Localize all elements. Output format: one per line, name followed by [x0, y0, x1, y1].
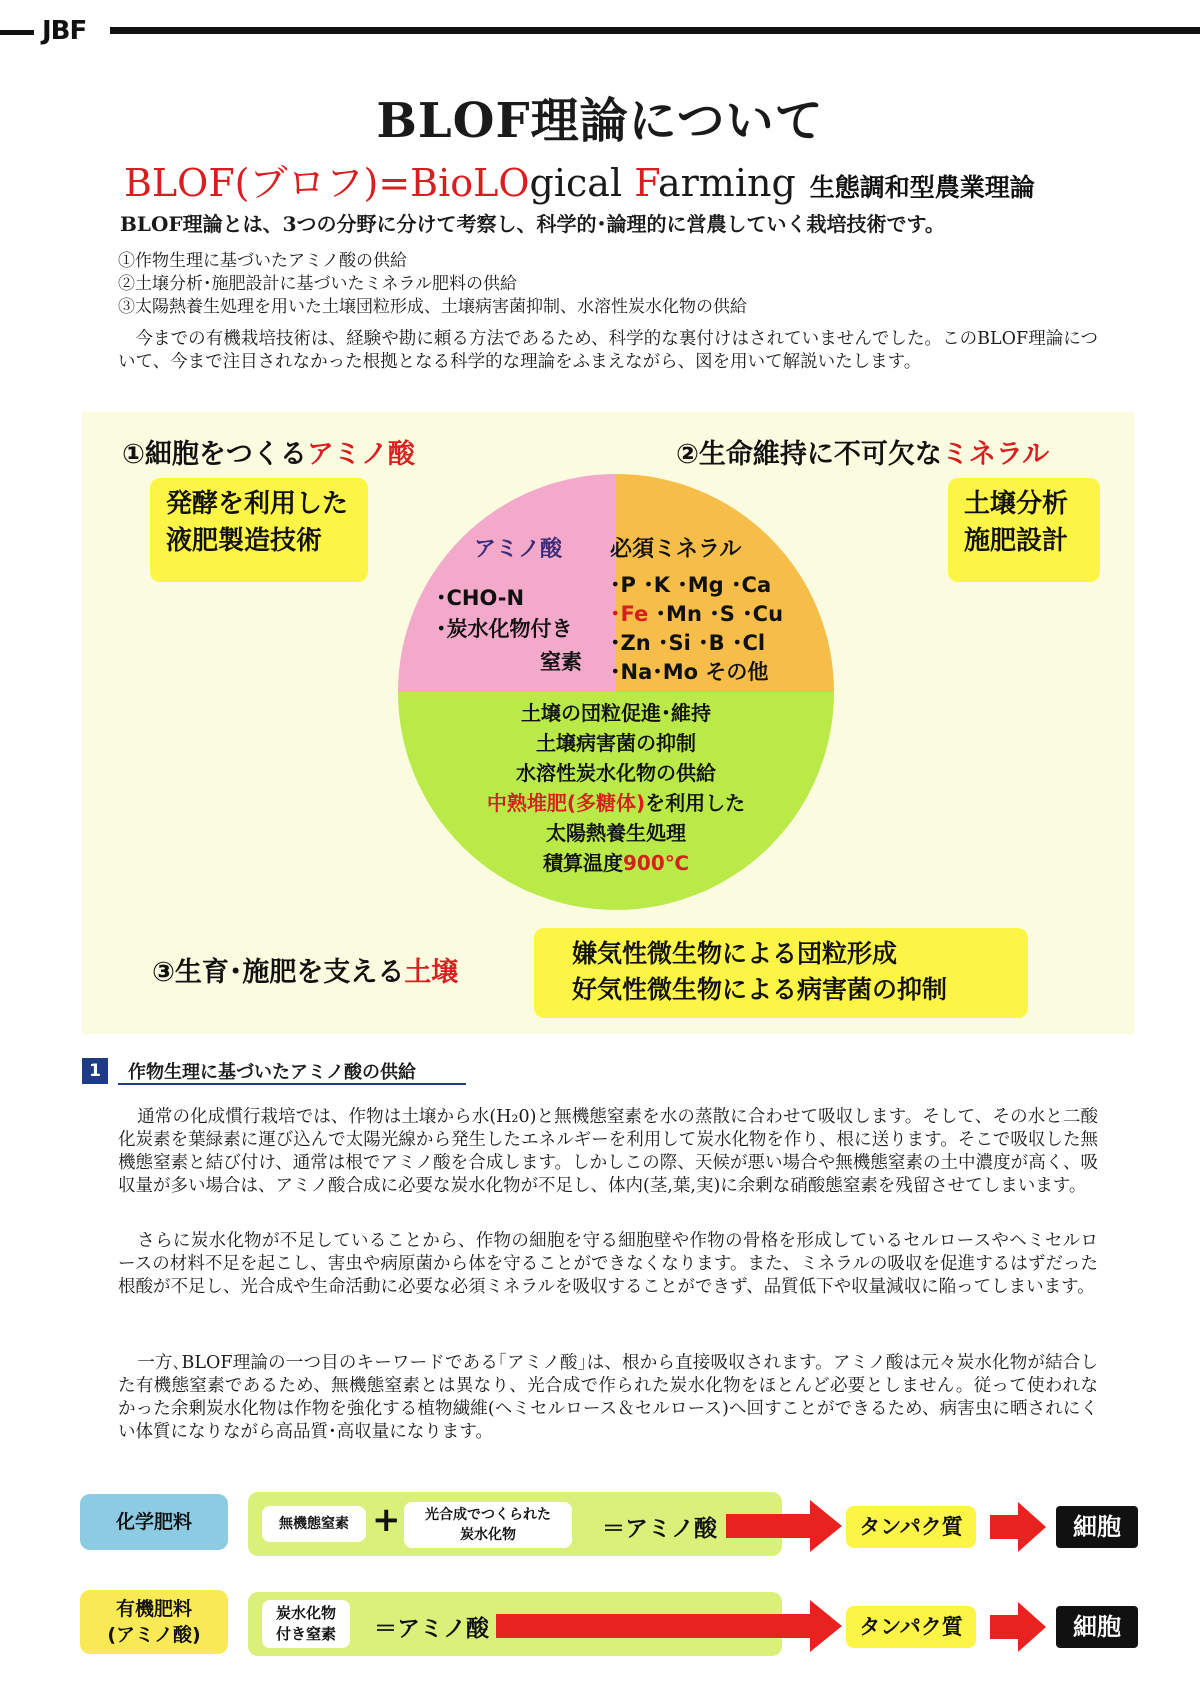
carbohydrate-nitrogen-box	[262, 1600, 350, 1648]
arrow-icon	[726, 1500, 846, 1552]
amino-equals: ＝アミノ酸	[602, 1516, 717, 1542]
subtitle-part: gical	[529, 161, 635, 205]
box-line: 土壌分析	[964, 489, 1069, 519]
soil-compost: 中熟堆肥(多糖体)	[486, 791, 646, 815]
chemical-fertilizer-label: 化学肥料	[80, 1494, 228, 1550]
soil-technique-box	[534, 928, 1028, 1018]
box-line: 嫌気性微生物による団粒形成	[572, 939, 898, 968]
header-rule-right	[110, 27, 1200, 34]
page-title: BLOF理論について	[376, 93, 824, 149]
diagram-heading-soil	[152, 950, 458, 989]
cell-box: 細胞	[1056, 1506, 1138, 1548]
amino-line: ･CHO-N	[436, 586, 525, 610]
key-point: ②土壌分析･施肥設計に基づいたミネラル肥料の供給	[118, 274, 517, 294]
section-paragraph: 通常の化成慣行栽培では、作物は土壌から水(H₂0)と無機態窒素を水の蒸散に合わせて吸収します。そして、その水と二酸化炭素を葉緑素に運び込んで太陽光線から発生したエネルギーを利用して炭水化物を作り、根に送ります。そこで吸収した無機態窒素と結び付け、通常は根でアミノ酸を合成します。しかしこの際、天候が悪い場合や無機態窒素の土中濃度が高く、吸収量が多い場合は、アミノ酸合成に必要な炭水化物が不足し、体内(茎,葉,実)に余剰な硝酸態窒素を残留させてしまいます。	[118, 1107, 1098, 1196]
inorganic-nitrogen-box: 無機態窒素	[262, 1506, 366, 1542]
soil-temp-value: 900℃	[623, 851, 689, 875]
page-subtitle	[124, 152, 1035, 207]
box-line: 光合成でつくられた	[425, 1507, 551, 1523]
heading-highlight: アミノ酸	[306, 439, 415, 470]
protein-box: タンパク質	[846, 1606, 976, 1648]
amino-line: ･炭水化物付き	[436, 617, 573, 641]
subtitle-part: BLOF(ブロフ)=	[124, 161, 411, 205]
arrow-icon	[990, 1502, 1050, 1552]
box-line: 付き窒素	[275, 1625, 336, 1643]
box-line: 炭水化物	[275, 1604, 336, 1622]
heading-text: ①細胞をつくる	[122, 439, 307, 470]
soil-line	[396, 848, 836, 878]
mineral-line: ･Na･Mo その他	[610, 660, 769, 684]
label-line: (アミノ酸)	[107, 1624, 201, 1646]
mineral-title: 必須ミネラル	[610, 537, 742, 562]
soil-line: 水溶性炭水化物の供給	[516, 761, 716, 785]
mineral-technique-box	[948, 478, 1100, 582]
heading-text: ②生命維持に不可欠な	[676, 439, 942, 470]
subtitle-japanese: 生態調和型農業理論	[809, 173, 1035, 202]
subtitle-part: LO	[473, 161, 530, 205]
key-point: ①作物生理に基づいたアミノ酸の供給	[118, 251, 407, 271]
box-line: 炭水化物	[460, 1527, 516, 1543]
soil-line: 太陽熱養生処理	[546, 821, 686, 845]
protein-box: タンパク質	[846, 1506, 976, 1548]
amino-title: アミノ酸	[474, 537, 563, 562]
mineral-line	[610, 598, 783, 628]
box-line: 好気性微生物による病害菌の抑制	[572, 975, 948, 1004]
carbohydrate-box	[404, 1502, 572, 1548]
heading-highlight: ミネラル	[941, 439, 1050, 470]
section-title: 作物生理に基づいたアミノ酸の供給	[128, 1062, 416, 1083]
brand-logo: JBF	[42, 16, 87, 46]
arrow-icon	[990, 1602, 1050, 1652]
header-rule-left	[0, 30, 34, 35]
mineral-iron: ･Fe	[610, 602, 649, 626]
intro-text: BLOF理論とは、3つの分野に分けて考察し、科学的･論理的に営農していく栽培技術です。	[120, 212, 945, 236]
section-paragraph: 一方､BLOF理論の一つ目のキーワードである｢アミノ酸｣は、根から直接吸収されます。アミノ酸は元々炭水化物が結合した有機態窒素であるため、無機態窒素とは異なり、光合成で作られた炭水化物をほとんど必要としません。従って使われなかった余剰炭水化物は作物を強化する植物繊維(ヘミセルロース＆セルロース)へ回すことができるため、病害虫に晒されにくい体質になりながら高品質･高収量になります。	[118, 1353, 1098, 1442]
section-paragraph: さらに炭水化物が不足していることから、作物の細胞を守る細胞壁や作物の骨格を形成しているセルロースやヘミセルロースの材料不足を起こし、害虫や病原菌から体を守ることができなくなります。また、ミネラルの吸収を促進するはずだった根酸が不足し、光合成や生命活動に必要な必須ミネラルを吸収することができず、品質低下や収量減収に陥ってしまいます。	[118, 1231, 1098, 1297]
subtitle-part: Bio	[410, 161, 474, 205]
subtitle-part: F	[634, 161, 658, 205]
organic-fertilizer-label	[80, 1590, 228, 1654]
diagram-heading-amino	[122, 432, 415, 471]
arrow-icon	[496, 1600, 846, 1652]
diagram-heading-mineral	[676, 432, 1049, 471]
soil-line	[396, 788, 836, 818]
soil-line: 土壌病害菌の抑制	[536, 731, 696, 755]
amino-equals: ＝アミノ酸	[374, 1616, 489, 1642]
key-point: ③太陽熱養生処理を用いた土壌団粒形成、土壌病害菌抑制、水溶性炭水化物の供給	[118, 297, 747, 317]
soil-line: 土壌の団粒促進･維持	[521, 701, 711, 725]
cell-box: 細胞	[1056, 1606, 1138, 1648]
amino-technique-box	[150, 478, 368, 582]
heading-text: ③生育･施肥を支える	[152, 957, 405, 988]
heading-highlight: 土壌	[404, 957, 459, 988]
mineral-line: ･Zn ･Si ･B ･Cl	[610, 631, 766, 655]
label-line: 有機肥料	[115, 1598, 192, 1620]
intro-paragraph: 今までの有機栽培技術は、経験や勘に頼る方法であるため、科学的な裏付けはされていませんでした。このBLOF理論について、今まで注目されなかった根拠となる科学的な理論をふまえながら、図を用いて解説いたします。	[118, 329, 1098, 372]
subtitle-part: arming	[657, 161, 796, 205]
box-line: 発酵を利用した	[166, 489, 349, 519]
mineral-rest: ･Mn ･S ･Cu	[648, 602, 784, 626]
amino-line: 窒素	[540, 650, 582, 674]
box-line: 液肥製造技術	[166, 526, 323, 556]
section-number: 1	[82, 1058, 108, 1084]
soil-compost-rest: を利用した	[645, 791, 746, 815]
box-line: 施肥設計	[964, 526, 1069, 556]
key-points-list	[118, 250, 747, 319]
soil-temp-label: 積算温度	[543, 851, 624, 875]
soil-text-block	[396, 698, 836, 878]
mineral-line: ･P ･K ･Mg ･Ca	[610, 573, 772, 597]
section-rule	[118, 1083, 466, 1085]
plus-sign: +	[372, 1500, 401, 1540]
